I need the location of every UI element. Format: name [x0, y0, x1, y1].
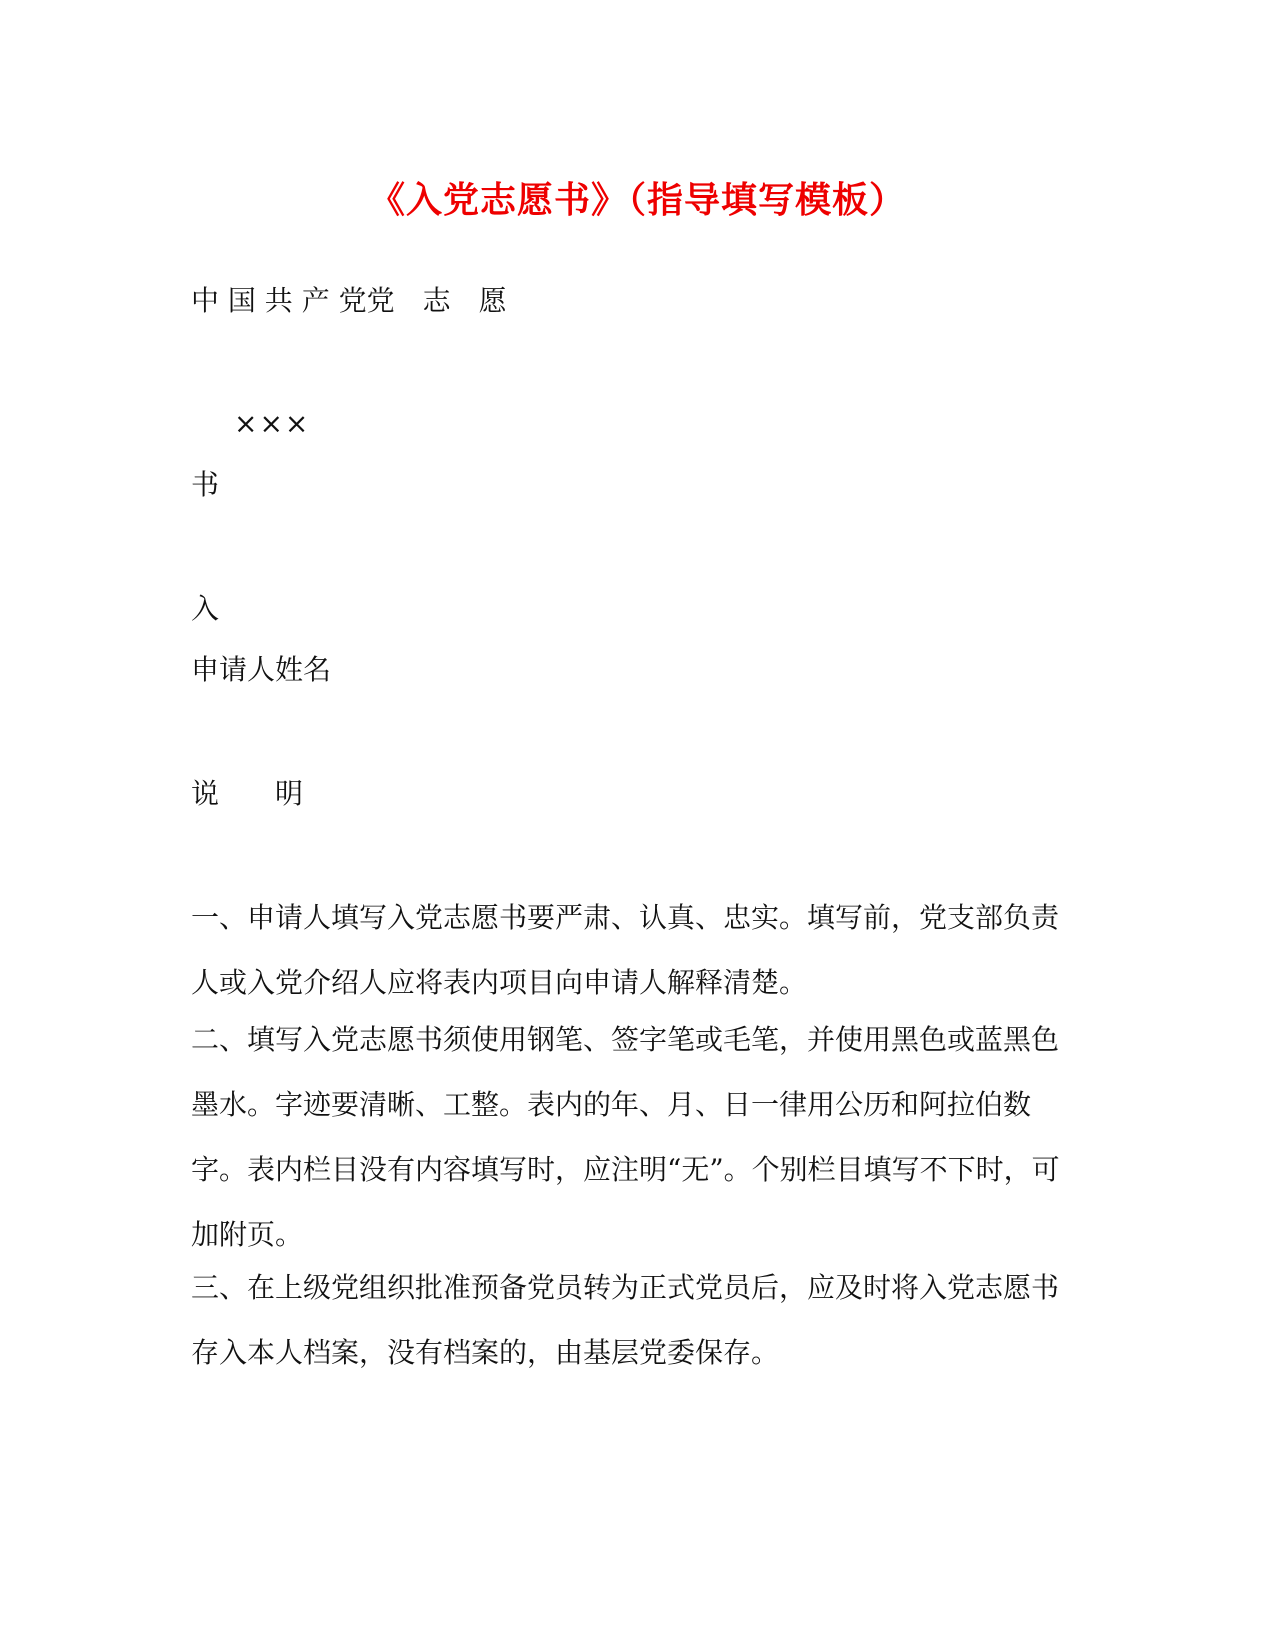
- note-paragraph-3: 三、在上级党组织批准预备党员转为正式党员后，应及时将入党志愿书存入本人档案，没有档案的，由基层党委保存。: [191, 1271, 1060, 1369]
- cover-title: 中 国 共 产 党党 志 愿: [191, 284, 507, 317]
- applicant-name-label: 申请人姓名: [191, 653, 332, 686]
- cover-char-ru: 入: [191, 592, 220, 625]
- notes-heading: 说 明: [191, 777, 304, 810]
- note-paragraph-2: 二、填写入党志愿书须使用钢笔、签字笔或毛笔，并使用黑色或蓝黑色墨水。字迹要清晰、工整。表内的年、月、日一律用公历和阿拉伯数字。表内栏目没有内容填写时，应注明“无”。个别栏目填写不下时，可加附页。: [191, 1023, 1060, 1251]
- applicant-name-placeholder: ×××: [234, 407, 311, 440]
- note-paragraph-1: 一、申请人填写入党志愿书要严肃、认真、忠实。填写前，党支部负责人或入党介绍人应将表内项目向申请人解释清楚。: [191, 901, 1060, 999]
- document-title: 《入党志愿书》（指导填写模板）: [368, 179, 906, 221]
- cover-char-shu: 书: [191, 468, 220, 501]
